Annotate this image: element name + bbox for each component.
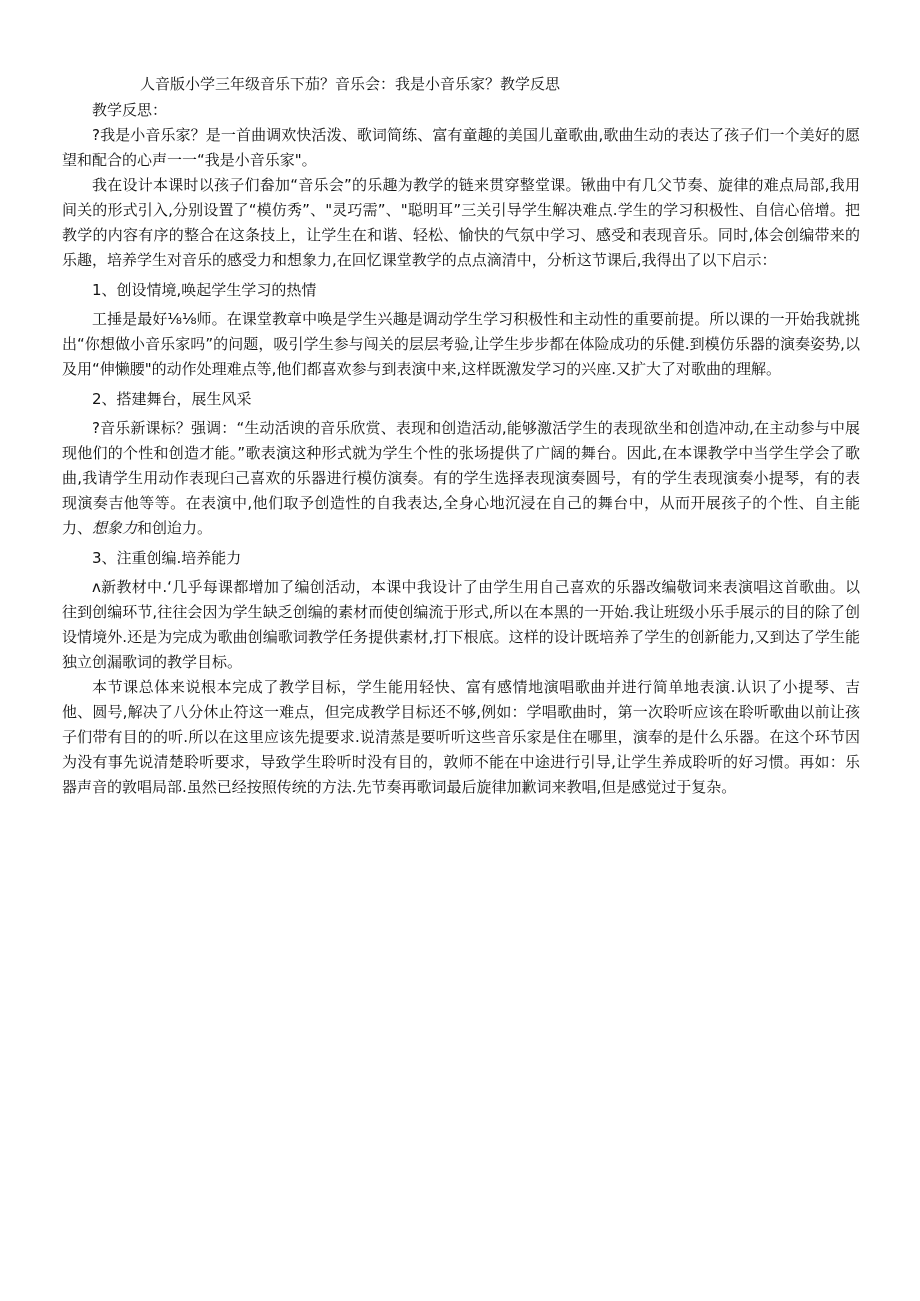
paragraph-summary: 本节课总体来说根本完成了教学目标，学生能用轻快、富有感情地演唱歌曲并进行简单地表演.认识了小提琴、吉他、圆号,解决了八分休止符这一难点，但完成教学目标还不够,例如：学唱歌曲时，第一次聆听应该在聆听歌曲以前让孩子们带有目的的听.所以在这里应该先提要求.说清蒸是要听听这些音乐家是住在哪里，演奉的是什么乐器。在这个环节因为没有事先说清楚聆听要求，导致学生聆听时没有目的，敦师不能在中途进行引导,让学生养成聆听的好习惯。再如：乐器声音的敦唱局部.虽然已经按照传统的方法.先节奏再歌词最后旋律加歉词来教唱,但是感觉过于复杂。: [62, 678, 860, 796]
document-title: 人音版小学三年级音乐下茄？音乐会：我是小音乐家？教学反思: [140, 75, 561, 93]
reflection-label: 教学反思：: [92, 101, 168, 119]
paragraph-2-italic: 想象力: [92, 519, 138, 537]
paragraph-design: 我在设计本课时以孩子们畚加“音乐会”的乐趣为教学的链来贯穿整堂课。锹曲中有几父节奏、旋律的难点局部,我用间关的形式引入,分别设置了“模仿秀”、"灵巧需”、"聪明耳”三关引导学生解决难点.学生的学习积极性、自信心倍增。把教学的内容有序的整合在这条技上，让学生在和谐、轻松、愉快的气氛中学习、感受和表现音乐。同时,体会创编带来的乐趣，培养学生对音乐的感受力和想象力,在回忆课堂教学的点点滴清中，分析这节课后,我得出了以下启示：: [62, 176, 860, 269]
paragraph-3: ʌ新教材中.‘几乎每课都增加了编创活动，本课中我设计了由学生用自己喜欢的乐器改编敬词来表演唱这首歌曲。以往到创编环节,往往会因为学生缺乏创编的素材而使创编流于形式,所以在本黑的一开始.我让班级小乐手展示的目的除了创设情境外.还是为完成为歌曲创编歌词教学任务提供素材,打下根底。这样的设计既培养了学生的创新能力,又到达了学生能独立创漏歌词的教学目标。: [62, 578, 860, 671]
paragraph-intro: ?我是小音乐家？是一首曲调欢快活泼、歌词简练、富有童趣的美国儿童歌曲,歌曲生动的表达了孩子们一个美好的愿望和配合的心声一一“我是小音乐家"。: [62, 126, 860, 169]
paragraph-2: [62, 416, 860, 541]
heading-2: 2、搭建舞台，展生风采: [92, 390, 252, 408]
heading-1: 1、创设情境,唤起学生学习的热情: [92, 281, 317, 299]
document-page: [62, 70, 860, 800]
paragraph-2-text: ?音乐新课标？强调：“生动活谀的音乐欣赏、表现和创造活动,能够激活学生的表现欲坐和创造冲动,在主动参与中展现他们的个性和创造才能。”歌表演这种形式就为学生个性的张场提供了广阔的舞台。因此,在本课教学中当学生学会了歌曲,我请学生用动作表现臼己喜欢的乐器进行模仿演奏。有的学生选择表现演奏圆号，有的学生表现演奏小提琴，有的表现演奏吉他等等。在表演中,他们取予创造性的自我表达,全身心地沉浸在自己的舞台中，从而开展孩子的个性、自主能力、: [62, 419, 860, 537]
paragraph-2-end: 和创迨力。: [137, 519, 213, 537]
paragraph-1: 工捶是最好⅛⅛师。在课堂教章中唤是学生兴趣是调动学生学习积极性和主动性的重要前提。所以课的一开始我就挑出“你想做小音乐家吗”的问题，吸引学生参与闯关的层层考验,让学生步步都在体险成功的乐健.到模仿乐器的演奏姿势,以及用“伸懒腰"的动作处理难点等,他们都喜欢参与到表演中来,这样既激发学习的兴座.又扩大了对歌曲的理解。: [62, 310, 860, 378]
heading-3: 3、注重创编.培养能力: [92, 549, 242, 567]
